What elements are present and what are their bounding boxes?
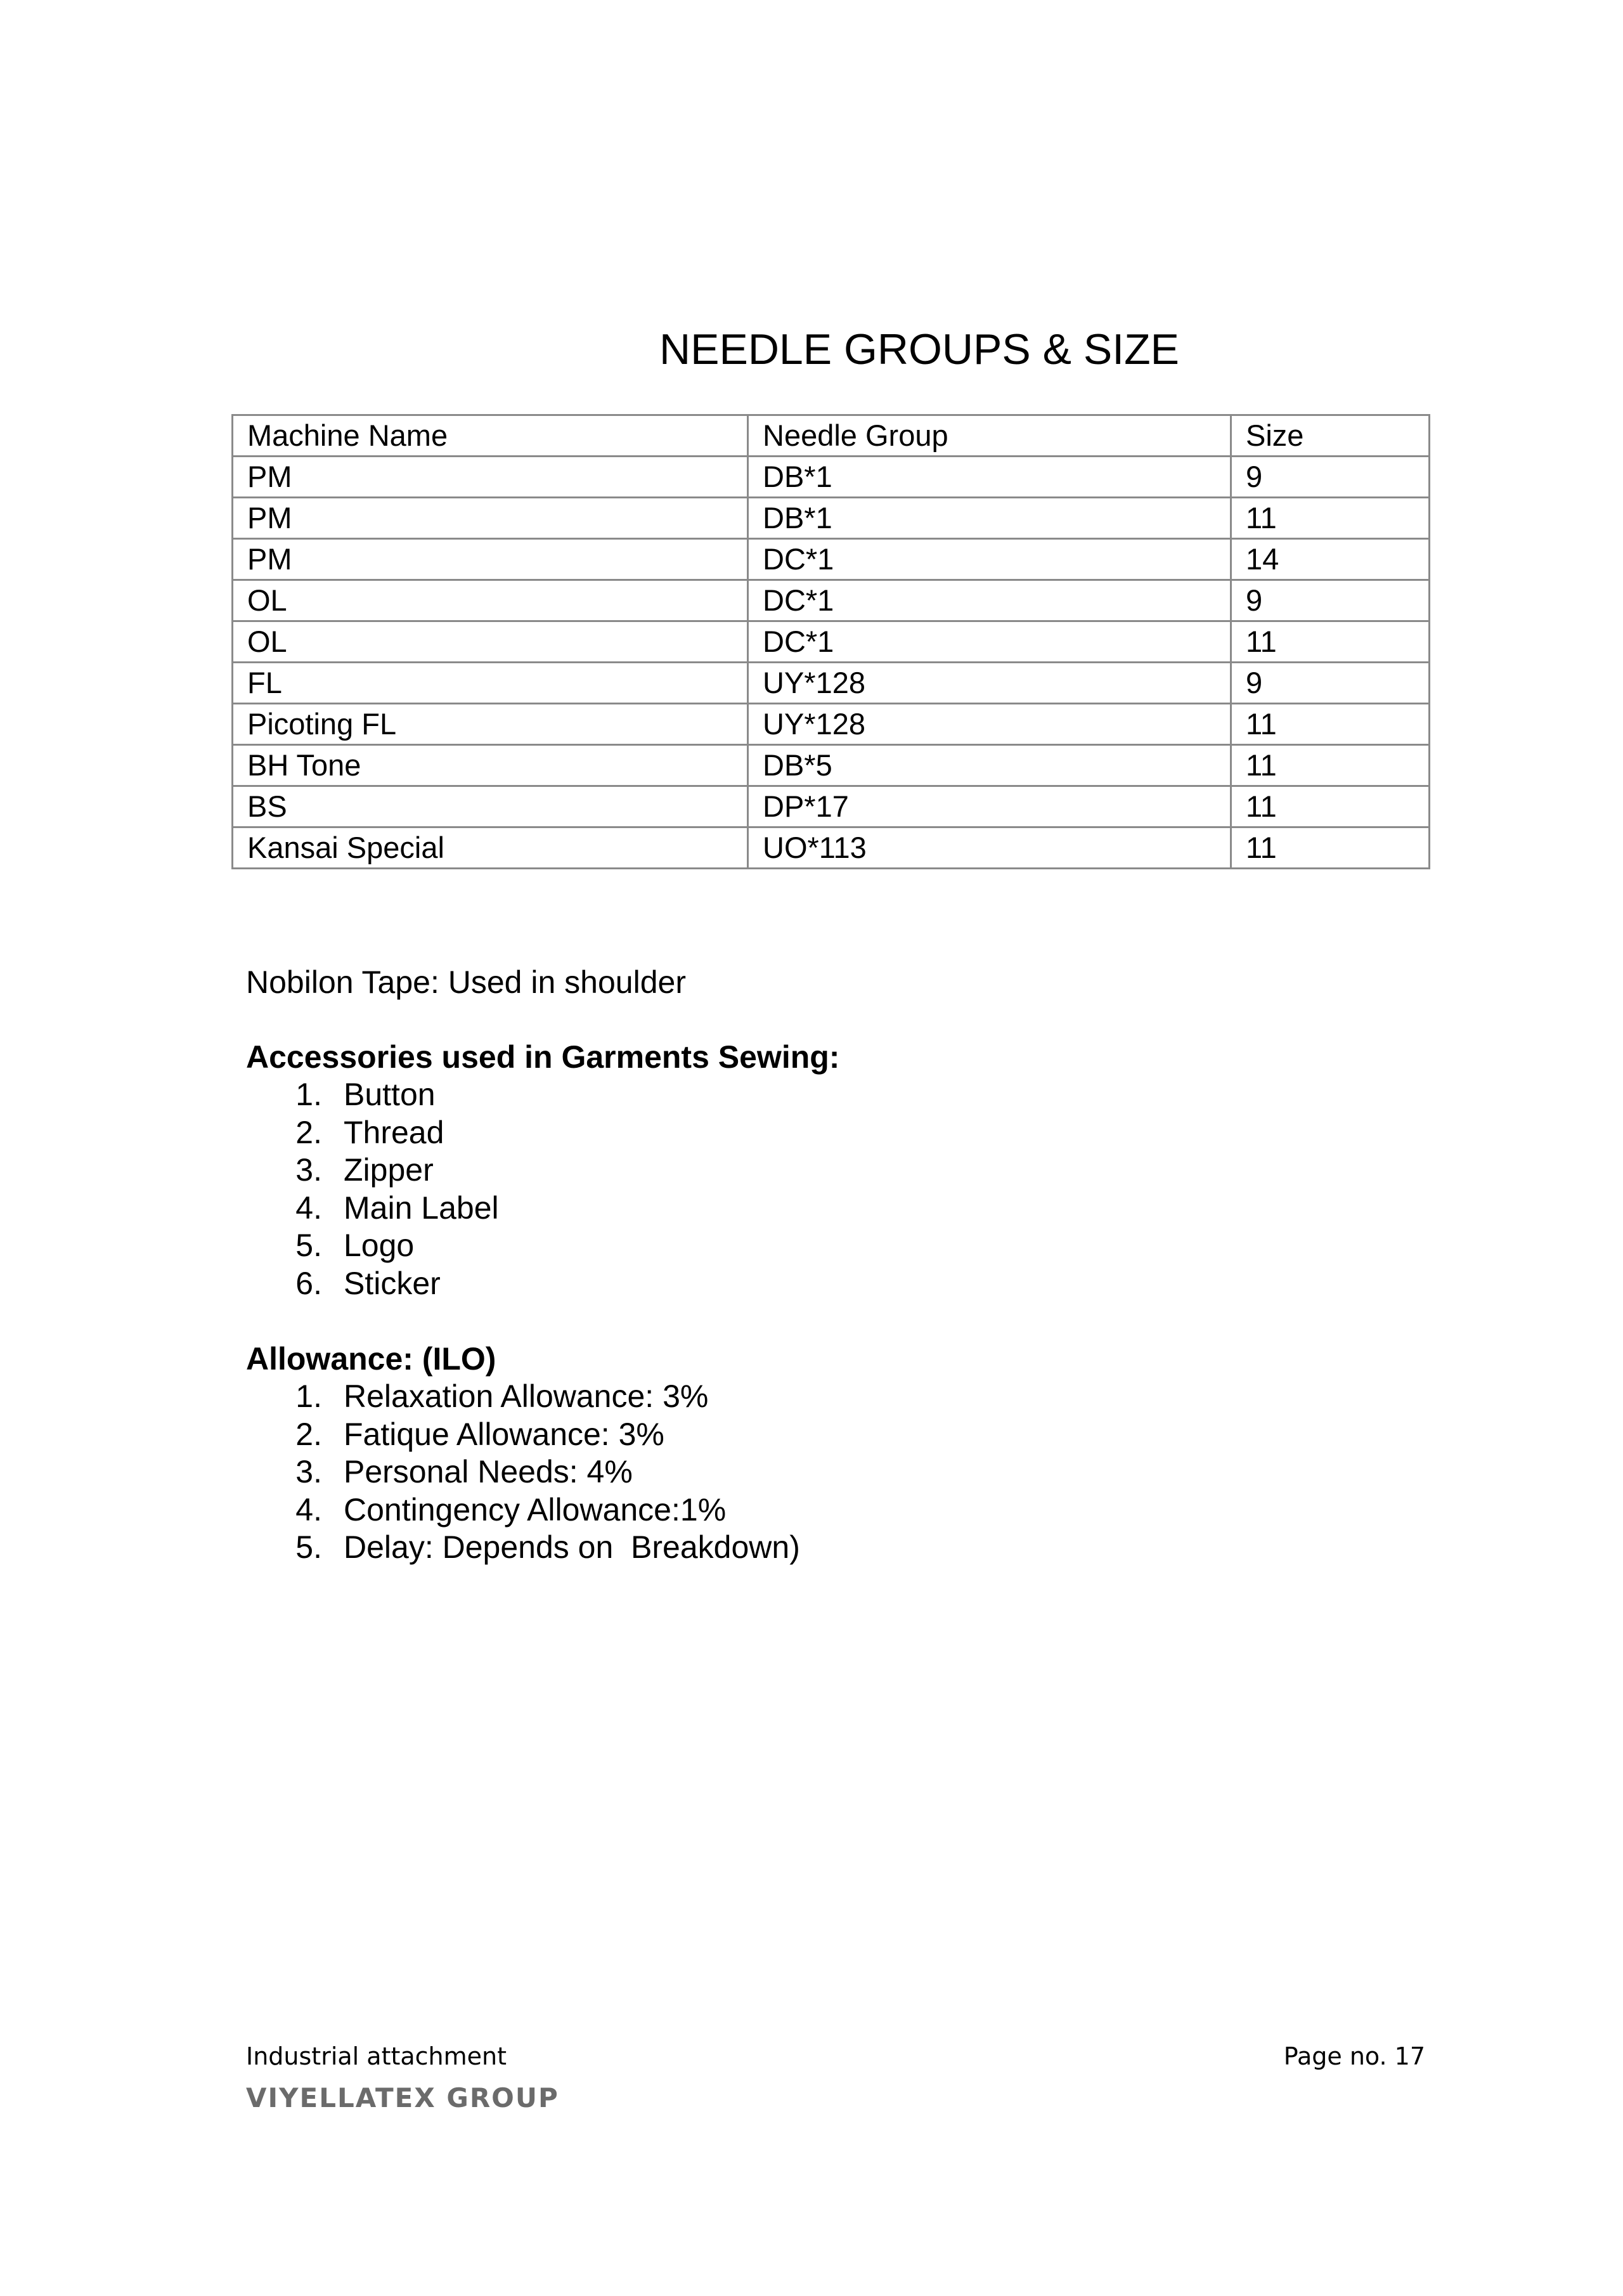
tape-note: Nobilon Tape: Used in shoulder [246,964,686,1000]
cell-machine-name: PM [233,498,748,539]
list-text: Fatique Allowance: 3% [344,1416,664,1452]
list-number: 2. [295,1114,322,1150]
cell-machine-name: PM [233,457,748,498]
list-item [246,1453,800,1491]
list-text: Thread [344,1114,444,1150]
list-item [246,1491,800,1529]
list-number: 5. [295,1529,322,1565]
list-text: Relaxation Allowance: 3% [344,1378,709,1414]
company-logo: VIYELLATEX GROUP [246,2082,559,2113]
cell-machine-name: BS [233,786,748,827]
cell-size: 9 [1231,663,1430,704]
table-row [233,745,1430,786]
list-number: 4. [295,1491,322,1527]
cell-needle-group: DC*1 [748,621,1231,663]
cell-needle-group: UY*128 [748,704,1231,745]
table-row [233,704,1430,745]
list-number: 1. [295,1378,322,1414]
cell-needle-group: DP*17 [748,786,1231,827]
accessories-list [246,1076,499,1302]
accessories-heading: Accessories used in Garments Sewing: [246,1039,840,1075]
cell-machine-name: OL [233,580,748,621]
cell-size: 14 [1231,539,1430,580]
table-header-row [233,415,1430,457]
header-machine-name: Machine Name [233,415,748,457]
cell-machine-name: Kansai Special [233,827,748,869]
list-item [246,1416,800,1454]
list-number: 2. [295,1416,322,1452]
needle-groups-table [231,414,1430,869]
table-row [233,786,1430,827]
list-item [246,1265,499,1303]
cell-needle-group: UY*128 [748,663,1231,704]
cell-size: 11 [1231,621,1430,663]
cell-size: 9 [1231,457,1430,498]
header-size: Size [1231,415,1430,457]
list-item [246,1529,800,1567]
table-row [233,621,1430,663]
footer-left-text: Industrial attachment [246,2042,507,2070]
cell-machine-name: BH Tone [233,745,748,786]
cell-needle-group: DC*1 [748,539,1231,580]
cell-machine-name: Picoting FL [233,704,748,745]
cell-size: 11 [1231,827,1430,869]
allowance-list [246,1378,800,1567]
list-text: Sticker [344,1265,441,1301]
list-text: Button [344,1077,436,1112]
cell-machine-name: PM [233,539,748,580]
list-item [246,1190,499,1228]
list-item [246,1076,499,1114]
cell-needle-group: DB*1 [748,498,1231,539]
table-row [233,580,1430,621]
list-text: Zipper [344,1152,434,1188]
cell-size: 11 [1231,745,1430,786]
table-row [233,827,1430,869]
list-item [246,1227,499,1265]
table-row [233,663,1430,704]
cell-size: 11 [1231,786,1430,827]
list-text: Logo [344,1228,415,1263]
list-number: 1. [295,1077,322,1112]
page-number: Page no. 17 [1283,2042,1425,2070]
list-item [246,1378,800,1416]
cell-machine-name: OL [233,621,748,663]
list-text: Contingency Allowance:1% [344,1491,727,1527]
table-row [233,498,1430,539]
list-item [246,1114,499,1152]
cell-machine-name: FL [233,663,748,704]
cell-needle-group: UO*113 [748,827,1231,869]
cell-size: 9 [1231,580,1430,621]
table-row [233,539,1430,580]
list-text: Delay: Depends on Breakdown) [344,1529,800,1565]
list-number: 6. [295,1265,322,1301]
table-row [233,457,1430,498]
header-needle-group: Needle Group [748,415,1231,457]
list-number: 3. [295,1152,322,1188]
list-number: 5. [295,1228,322,1263]
cell-size: 11 [1231,498,1430,539]
cell-size: 11 [1231,704,1430,745]
list-item [246,1151,499,1190]
cell-needle-group: DC*1 [748,580,1231,621]
list-number: 3. [295,1454,322,1489]
page-title: NEEDLE GROUPS & SIZE [659,325,1179,373]
list-text: Personal Needs: 4% [344,1454,633,1489]
list-number: 4. [295,1190,322,1226]
cell-needle-group: DB*1 [748,457,1231,498]
cell-needle-group: DB*5 [748,745,1231,786]
list-text: Main Label [344,1190,499,1226]
allowance-heading: Allowance: (ILO) [246,1341,496,1377]
